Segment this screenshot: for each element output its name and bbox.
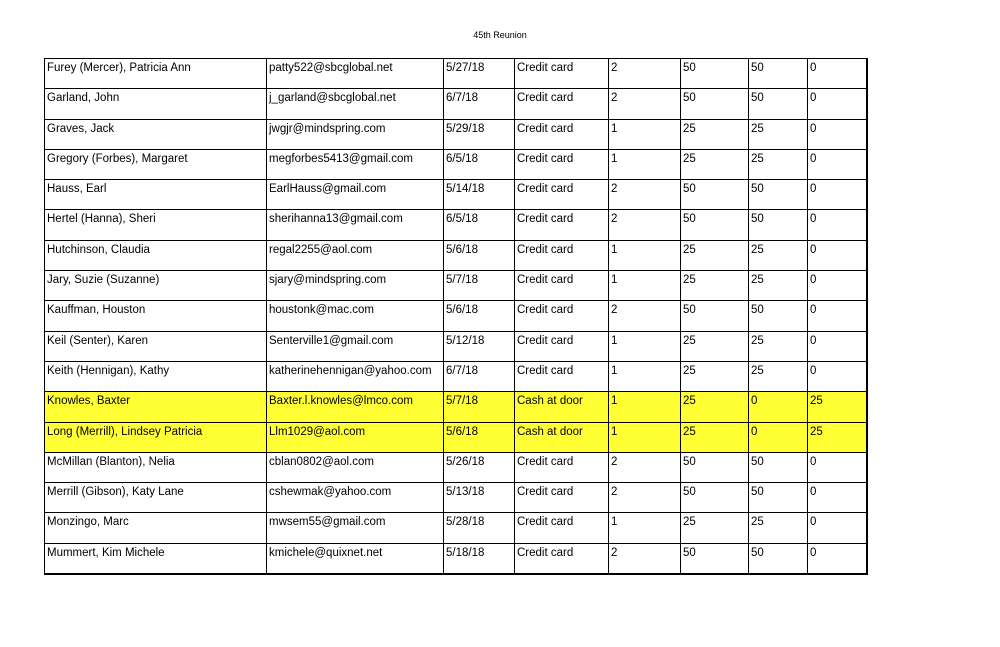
- quantity-cell: 1: [609, 119, 681, 149]
- paid-cell: 25: [749, 119, 808, 149]
- email-cell: cshewmak@yahoo.com: [267, 483, 444, 513]
- table-row: [45, 392, 867, 422]
- email-cell: houstonk@mac.com: [267, 301, 444, 331]
- paid-cell: 25: [749, 149, 808, 179]
- amount-cell: 50: [681, 210, 749, 240]
- amount-cell: 25: [681, 361, 749, 391]
- paid-cell: 50: [749, 483, 808, 513]
- name-cell: Merrill (Gibson), Katy Lane: [45, 483, 267, 513]
- balance-cell: 0: [808, 210, 867, 240]
- paid-cell: 25: [749, 240, 808, 270]
- payment-method-cell: Credit card: [515, 543, 609, 574]
- table-row: [45, 452, 867, 482]
- payment-method-cell: Credit card: [515, 180, 609, 210]
- amount-cell: 50: [681, 89, 749, 119]
- paid-cell: 50: [749, 452, 808, 482]
- name-cell: Monzingo, Marc: [45, 513, 267, 543]
- quantity-cell: 2: [609, 483, 681, 513]
- amount-cell: 50: [681, 543, 749, 574]
- payment-method-cell: Credit card: [515, 513, 609, 543]
- date-cell: 5/18/18: [444, 543, 515, 574]
- amount-cell: 25: [681, 331, 749, 361]
- quantity-cell: 1: [609, 361, 681, 391]
- payment-method-cell: Credit card: [515, 361, 609, 391]
- name-cell: Jary, Suzie (Suzanne): [45, 271, 267, 301]
- name-cell: Long (Merrill), Lindsey Patricia: [45, 422, 267, 452]
- balance-cell: 0: [808, 513, 867, 543]
- amount-cell: 25: [681, 149, 749, 179]
- balance-cell: 0: [808, 361, 867, 391]
- email-cell: Senterville1@gmail.com: [267, 331, 444, 361]
- quantity-cell: 1: [609, 331, 681, 361]
- email-cell: regal2255@aol.com: [267, 240, 444, 270]
- amount-cell: 50: [681, 180, 749, 210]
- table-row: [45, 422, 867, 452]
- email-cell: katherinehennigan@yahoo.com: [267, 361, 444, 391]
- paid-cell: 0: [749, 392, 808, 422]
- quantity-cell: 2: [609, 180, 681, 210]
- date-cell: 5/28/18: [444, 513, 515, 543]
- paid-cell: 25: [749, 331, 808, 361]
- balance-cell: 0: [808, 119, 867, 149]
- table-row: [45, 119, 867, 149]
- quantity-cell: 1: [609, 240, 681, 270]
- table-row: [45, 301, 867, 331]
- balance-cell: 0: [808, 331, 867, 361]
- date-cell: 5/7/18: [444, 392, 515, 422]
- table-row: [45, 483, 867, 513]
- email-cell: patty522@sbcglobal.net: [267, 59, 444, 89]
- amount-cell: 25: [681, 271, 749, 301]
- email-cell: sherihanna13@gmail.com: [267, 210, 444, 240]
- quantity-cell: 1: [609, 392, 681, 422]
- email-cell: jwgjr@mindspring.com: [267, 119, 444, 149]
- table-row: [45, 89, 867, 119]
- paid-cell: 25: [749, 361, 808, 391]
- amount-cell: 50: [681, 483, 749, 513]
- date-cell: 6/7/18: [444, 89, 515, 119]
- table-row: [45, 271, 867, 301]
- name-cell: Mummert, Kim Michele: [45, 543, 267, 574]
- balance-cell: 0: [808, 483, 867, 513]
- date-cell: 6/5/18: [444, 149, 515, 179]
- email-cell: mwsem55@gmail.com: [267, 513, 444, 543]
- paid-cell: 50: [749, 543, 808, 574]
- page-header-title: 45th Reunion: [473, 30, 527, 40]
- balance-cell: 0: [808, 59, 867, 89]
- paid-cell: 0: [749, 422, 808, 452]
- quantity-cell: 1: [609, 422, 681, 452]
- table-body: [45, 59, 867, 575]
- date-cell: 5/6/18: [444, 422, 515, 452]
- amount-cell: 25: [681, 392, 749, 422]
- amount-cell: 50: [681, 301, 749, 331]
- quantity-cell: 2: [609, 301, 681, 331]
- quantity-cell: 2: [609, 89, 681, 119]
- quantity-cell: 2: [609, 452, 681, 482]
- name-cell: Hauss, Earl: [45, 180, 267, 210]
- email-cell: j_garland@sbcglobal.net: [267, 89, 444, 119]
- name-cell: McMillan (Blanton), Nelia: [45, 452, 267, 482]
- payment-method-cell: Credit card: [515, 89, 609, 119]
- email-cell: cblan0802@aol.com: [267, 452, 444, 482]
- quantity-cell: 1: [609, 513, 681, 543]
- table-row: [45, 361, 867, 391]
- quantity-cell: 2: [609, 59, 681, 89]
- name-cell: Furey (Mercer), Patricia Ann: [45, 59, 267, 89]
- name-cell: Graves, Jack: [45, 119, 267, 149]
- email-cell: kmichele@quixnet.net: [267, 543, 444, 574]
- date-cell: 5/13/18: [444, 483, 515, 513]
- date-cell: 6/7/18: [444, 361, 515, 391]
- name-cell: Keith (Hennigan), Kathy: [45, 361, 267, 391]
- email-cell: sjary@mindspring.com: [267, 271, 444, 301]
- payment-method-cell: Credit card: [515, 271, 609, 301]
- date-cell: 5/6/18: [444, 301, 515, 331]
- name-cell: Hutchinson, Claudia: [45, 240, 267, 270]
- email-cell: EarlHauss@gmail.com: [267, 180, 444, 210]
- payment-method-cell: Credit card: [515, 301, 609, 331]
- payment-method-cell: Credit card: [515, 59, 609, 89]
- table-row: [45, 149, 867, 179]
- amount-cell: 50: [681, 452, 749, 482]
- table-row: [45, 513, 867, 543]
- date-cell: 5/14/18: [444, 180, 515, 210]
- table-row: [45, 331, 867, 361]
- paid-cell: 50: [749, 89, 808, 119]
- payment-method-cell: Cash at door: [515, 392, 609, 422]
- payment-method-cell: Credit card: [515, 240, 609, 270]
- amount-cell: 25: [681, 513, 749, 543]
- email-cell: megforbes5413@gmail.com: [267, 149, 444, 179]
- date-cell: 5/12/18: [444, 331, 515, 361]
- balance-cell: 0: [808, 452, 867, 482]
- balance-cell: 0: [808, 301, 867, 331]
- quantity-cell: 1: [609, 271, 681, 301]
- date-cell: 5/29/18: [444, 119, 515, 149]
- payment-method-cell: Credit card: [515, 331, 609, 361]
- paid-cell: 50: [749, 180, 808, 210]
- paid-cell: 25: [749, 513, 808, 543]
- name-cell: Kauffman, Houston: [45, 301, 267, 331]
- name-cell: Knowles, Baxter: [45, 392, 267, 422]
- balance-cell: 0: [808, 180, 867, 210]
- quantity-cell: 2: [609, 543, 681, 574]
- name-cell: Gregory (Forbes), Margaret: [45, 149, 267, 179]
- balance-cell: 0: [808, 149, 867, 179]
- payment-method-cell: Credit card: [515, 452, 609, 482]
- quantity-cell: 1: [609, 149, 681, 179]
- name-cell: Garland, John: [45, 89, 267, 119]
- table-row: [45, 210, 867, 240]
- table-row: [45, 180, 867, 210]
- balance-cell: 25: [808, 392, 867, 422]
- email-cell: Baxter.l.knowles@lmco.com: [267, 392, 444, 422]
- amount-cell: 25: [681, 422, 749, 452]
- amount-cell: 25: [681, 240, 749, 270]
- quantity-cell: 2: [609, 210, 681, 240]
- balance-cell: 0: [808, 240, 867, 270]
- date-cell: 5/6/18: [444, 240, 515, 270]
- table-row: [45, 240, 867, 270]
- payment-method-cell: Credit card: [515, 210, 609, 240]
- amount-cell: 25: [681, 119, 749, 149]
- date-cell: 5/7/18: [444, 271, 515, 301]
- paid-cell: 50: [749, 59, 808, 89]
- date-cell: 6/5/18: [444, 210, 515, 240]
- reunion-registration-table: [44, 58, 868, 575]
- balance-cell: 0: [808, 89, 867, 119]
- date-cell: 5/26/18: [444, 452, 515, 482]
- payment-method-cell: Credit card: [515, 483, 609, 513]
- payment-method-cell: Credit card: [515, 119, 609, 149]
- amount-cell: 50: [681, 59, 749, 89]
- paid-cell: 50: [749, 301, 808, 331]
- payment-method-cell: Credit card: [515, 149, 609, 179]
- payment-method-cell: Cash at door: [515, 422, 609, 452]
- table-row: [45, 543, 867, 574]
- paid-cell: 50: [749, 210, 808, 240]
- balance-cell: 0: [808, 271, 867, 301]
- email-cell: Llm1029@aol.com: [267, 422, 444, 452]
- date-cell: 5/27/18: [444, 59, 515, 89]
- paid-cell: 25: [749, 271, 808, 301]
- balance-cell: 0: [808, 543, 867, 574]
- name-cell: Keil (Senter), Karen: [45, 331, 267, 361]
- balance-cell: 25: [808, 422, 867, 452]
- table-row: [45, 59, 867, 89]
- name-cell: Hertel (Hanna), Sheri: [45, 210, 267, 240]
